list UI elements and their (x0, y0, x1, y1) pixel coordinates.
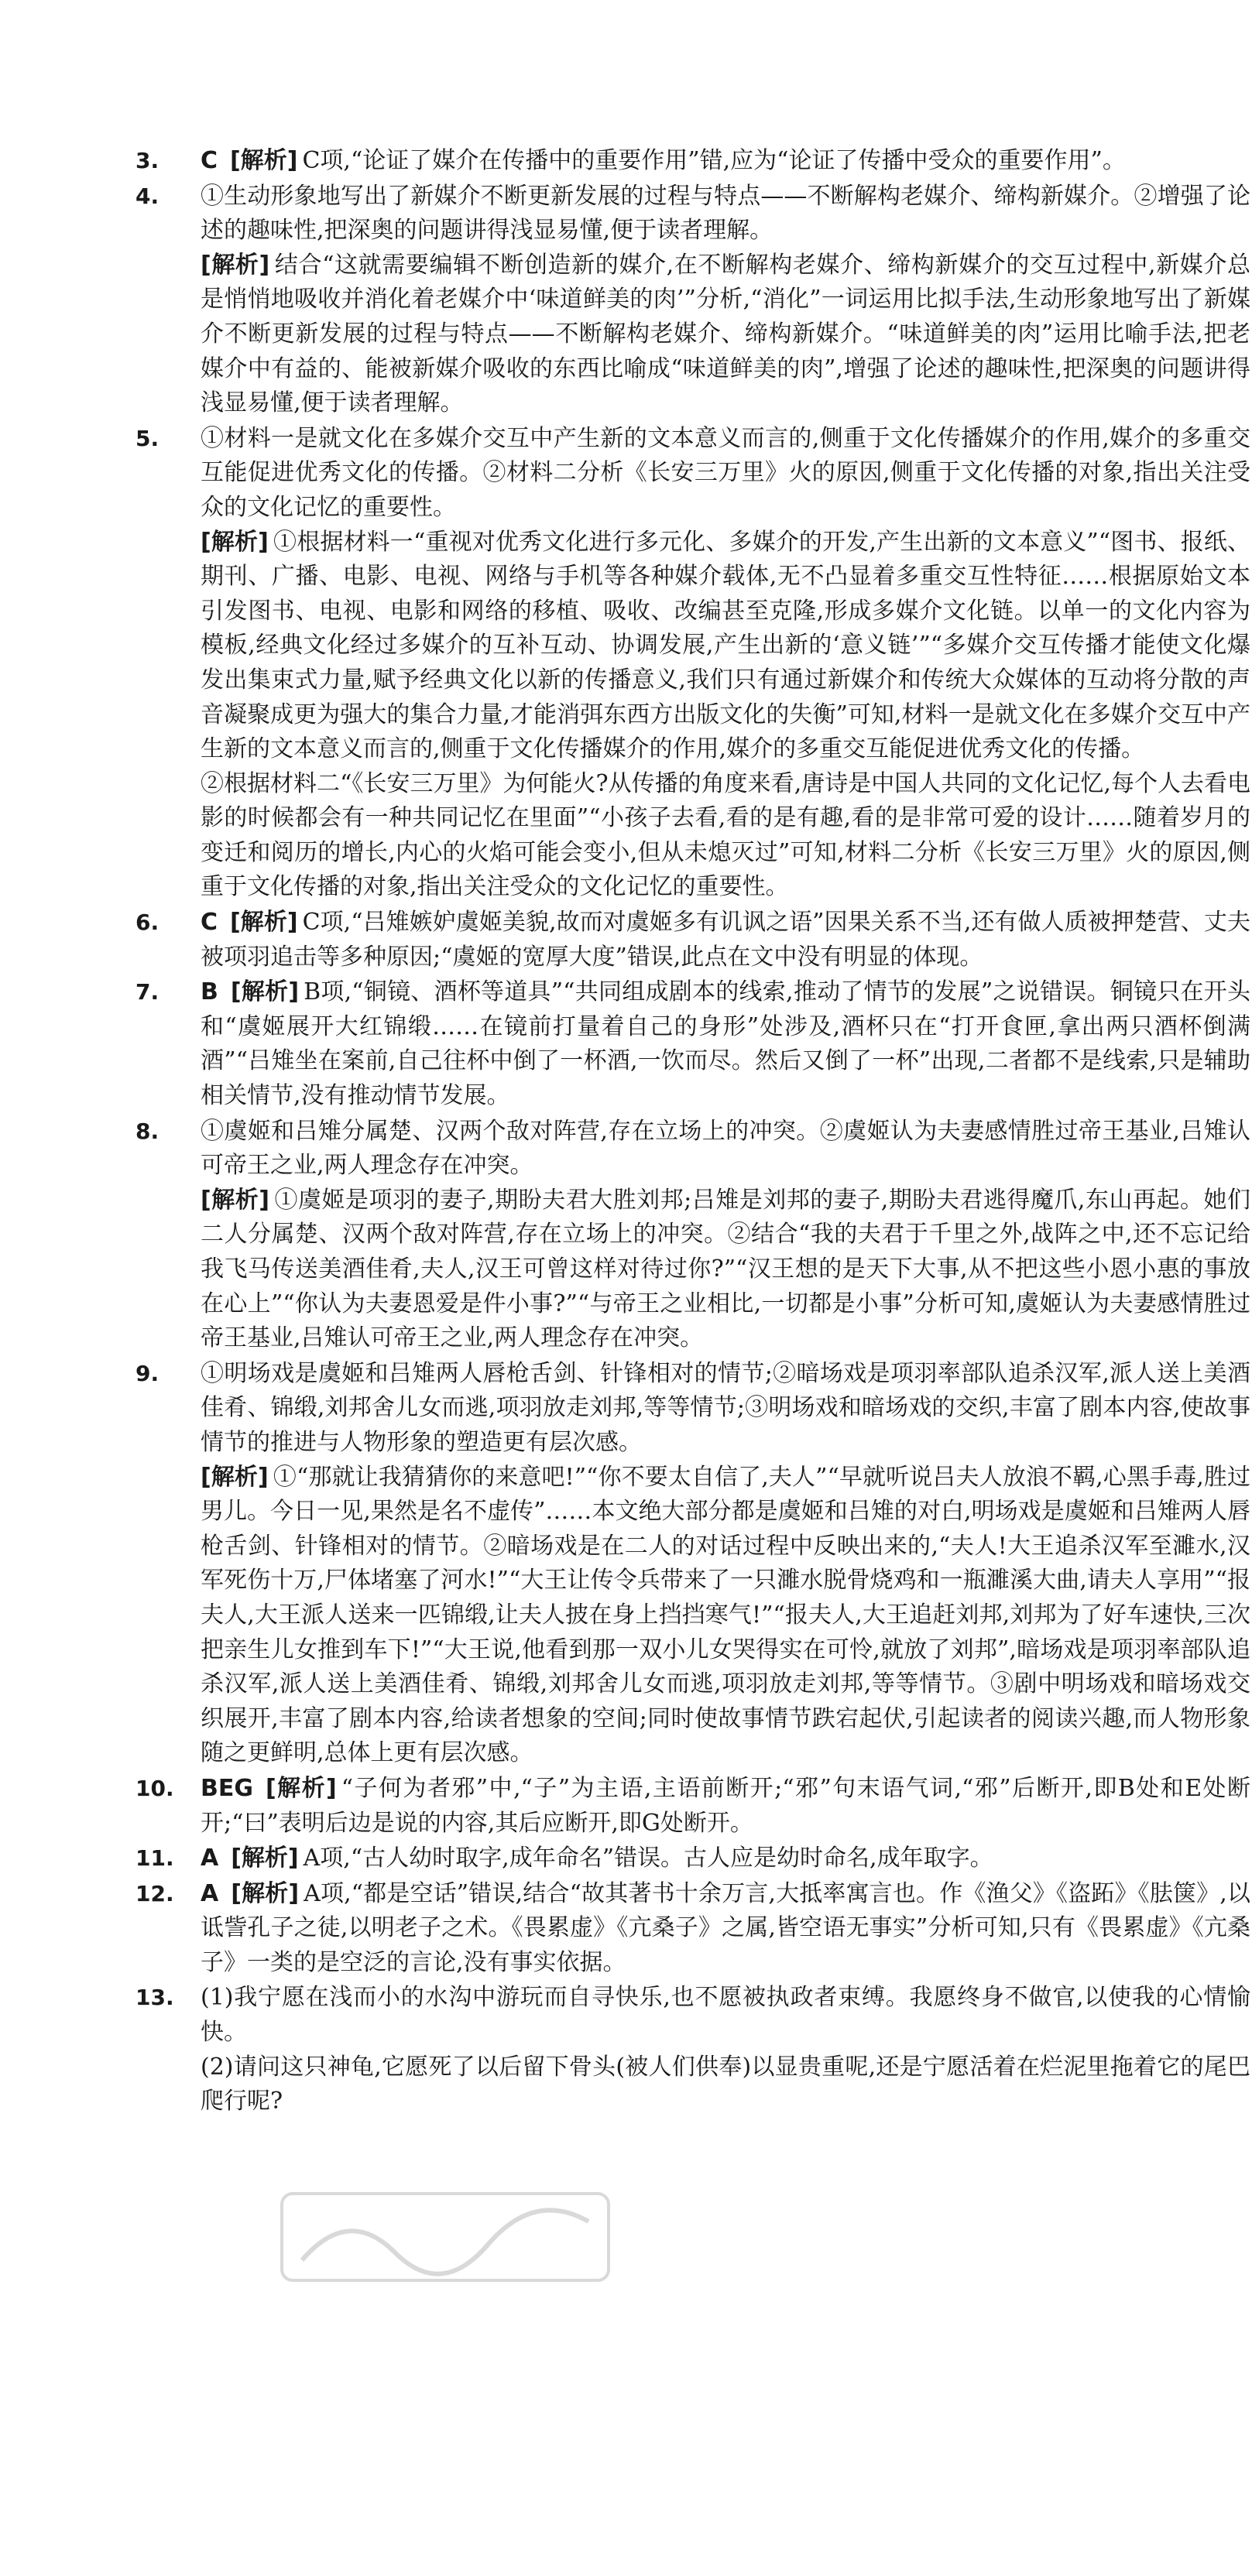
item-main-text (201, 1981, 1250, 2050)
item-main-text (201, 1772, 1250, 1841)
answer-choice: BEG (201, 1774, 253, 1802)
analysis-text: ①“那就让我猜猜你的来意吧!”“你不要太自信了,夫人”“早就听说吕夫人放浪不羁,心黑手毒,胜过男儿。今日一见,果然是名不虚传”……本文绝大部分都是虞姬和吕雉的对白,明场戏是虞姬和吕雉两人唇枪舌剑、针锋相对的情节。②暗场戏是在二人的对话过程中反映出来的,“夫人!大王追杀汉军至濉水,汉军死伤十万,尸体堵塞了河水!”“大王让传令兵带来了一只濉水脱骨烧鸡和一瓶濉溪大曲,请夫人享用”“报夫人,大王派人送来一匹锦缎,让夫人披在身上挡挡寒气!”“报夫人,大王追赶刘邦,刘邦为了好车速快,三次把亲生儿女推到车下!”“大王说,他看到那一双小儿女哭得实在可怜,就放了刘邦”,暗场戏是项羽率部队追杀汉军,派人送上美酒佳肴、锦缎,刘邦舍儿女而逃,项羽放走刘邦,等等情节。③剧中明场戏和暗场戏交织展开,丰富了剧本内容,给读者想象的空间;同时使故事情节跌宕起伏,引起读者的阅读兴趣,而人物形象随之更鲜明,总体上更有层次感。 (201, 1463, 1250, 1767)
item-number: 9. (135, 1360, 160, 1386)
item-main-text (201, 1877, 1250, 1981)
item-main-text (201, 975, 1250, 1113)
answer-choice: C (201, 909, 218, 937)
analysis-paragraph (201, 526, 1250, 767)
item-text: C项,“吕雉嫉妒虞姬美貌,故而对虞姬多有讥讽之语”因果关系不当,还有做人质被押楚营、丈夫被项羽追击等多种原因;“虞姬的宽厚大度”错误,此点在文中没有明显的体现。 (201, 909, 1250, 971)
item-main-text (201, 1357, 1250, 1461)
answer-choice: C (201, 147, 218, 174)
item-text: ①明场戏是虞姬和吕雉两人唇枪舌剑、针锋相对的情节;②暗场戏是项羽率部队追杀汉军,派人送上美酒佳肴、锦缎,刘邦舍儿女而逃,项羽放走刘邦,等等情节;③明场戏和暗场戏的交织,丰富了剧本内容,使故事情节的推进与人物形象的塑造更有层次感。 (201, 1359, 1250, 1456)
answer-item (135, 1841, 1250, 1876)
analysis-text: ①根据材料一“重视对优秀文化进行多元化、多媒介的开发,产生出新的文本意义”“图书、报纸、期刊、广播、电影、电视、网络与手机等各种媒介载体,无不凸显着多重交互性特征……根据原始文本引发图书、电视、电影和网络的移植、吸收、改编甚至克隆,形成多媒介文化链。以单一的文化内容为模板,经典文化经过多媒介的互补互动、协调发展,产生出新的‘意义链’”“多媒介交互传播才能使文化爆发出集束式力量,赋予经典文化以新的传播意义,我们只有通过新媒介和传统大众媒体的互动将分散的声音凝聚成更为强大的集合力量,才能消弭东西方出版文化的失衡”可知,材料一是就文化在多媒介交互中产生新的文本意义而言的,侧重于文化传播媒介的作用,媒介的多重交互能促进优秀文化的传播。 (201, 528, 1251, 763)
analysis-paragraph (201, 767, 1250, 905)
analysis-text: ②根据材料二“《长安三万里》为何能火?从传播的角度来看,唐诗是中国人共同的文化记忆,每个人去看电影的时候都会有一种共同记忆在里面”“小孩子去看,看的是有趣,看的是非常可爱的设计……随着岁月的变迁和阅历的增长,内心的火焰可能会变小,但从未熄灭过”可知,材料二分析《长安三万里》火的原因,侧重于文化传播的对象,指出关注受众的文化记忆的重要性。 (201, 769, 1250, 901)
answer-choice: A (201, 1879, 219, 1907)
item-number: 3. (135, 148, 160, 173)
item-main-text (201, 422, 1250, 526)
answer-list (135, 144, 1250, 2120)
item-text: “子何为者邪”中,“子”为主语,主语前断开;“邪”句末语气词,“邪”后断开,即B处和E处断开;“曰”表明后边是说的内容,其后应断开,即G处断开。 (201, 1774, 1250, 1837)
item-number: 10. (135, 1775, 174, 1801)
item-text: ①材料一是就文化在多媒介交互中产生新的文本意义而言的,侧重于文化传播媒介的作用,媒介的多重交互能促进优秀文化的传播。②材料二分析《长安三万里》火的原因,侧重于文化传播的对象,指出关注受众的文化记忆的重要性。 (201, 424, 1250, 521)
item-number: 7. (135, 979, 160, 1005)
answer-item (135, 1772, 1250, 1841)
analysis-text: 结合“这就需要编辑不断创造新的媒介,在不断解构老媒介、缔构新媒介的交互过程中,新媒介总是悄悄地吸收并消化着老媒介中‘味道鲜美的肉’”分析,“消化”一词运用比拟手法,生动形象地写出了新媒介不断更新发展的过程与特点——不断解构老媒介、缔构新媒介。“味道鲜美的肉”运用比喻手法,把老媒介中有益的、能被新媒介吸收的东西比喻成“味道鲜美的肉”,增强了论述的趣味性,把深奥的问题讲得浅显易懂,便于读者理解。 (201, 251, 1250, 417)
analysis-tag: [解析] (201, 528, 269, 556)
item-main-text (201, 1115, 1250, 1184)
answer-item (135, 1115, 1250, 1356)
answer-item (135, 1357, 1250, 1771)
analysis-tag: [解析] (230, 978, 300, 1006)
item-number: 11. (135, 1845, 174, 1872)
analysis-text: ①虞姬是项羽的妻子,期盼夫君大胜刘邦;吕雉是刘邦的妻子,期盼夫君逃得魔爪,东山再起。她们二人分属楚、汉两个敌对阵营,存在立场上的冲突。②结合“我的夫君于千里之外,战阵之中,还不忘记给我飞马传送美酒佳肴,夫人,汉王可曾这样对待过你?”“汉王想的是天下大事,从不把这些小恩小惠的事放在心上”“你认为夫妻恩爱是件小事?”“与帝王之业相比,一切都是小事”分析可知,虞姬认为夫妻感情胜过帝王基业,吕雉认可帝王之业,两人理念存在冲突。 (201, 1186, 1251, 1352)
analysis-paragraph (201, 1184, 1250, 1356)
watermark-stamp (279, 2191, 612, 2283)
answer-choice: B (201, 978, 218, 1006)
item-number: 13. (135, 1985, 174, 2011)
item-text: C项,“论证了媒介在传播中的重要作用”错,应为“论证了传播中受众的重要作用”。 (302, 147, 1126, 174)
answer-item (135, 144, 1250, 179)
analysis-tag: [解析] (201, 251, 270, 279)
item-number: 12. (135, 1880, 174, 1906)
answer-choice: A (201, 1845, 219, 1872)
item-number: 6. (135, 909, 160, 936)
item-main-text (201, 144, 1250, 179)
analysis-tag: [解析] (231, 1845, 299, 1872)
analysis-paragraph (201, 1461, 1250, 1771)
item-text: A项,“都是空话”错误,结合“故其著书十余万言,大抵率寓言也。作《渔父》《盗跖》《胠箧》,以诋訾孔子之徒,以明老子之术。《畏累虚》《亢桑子》之属,皆空语无事实”分析可知,只有《畏累虚》《亢桑子》一类的是空泛的言论,没有事实依据。 (201, 1879, 1250, 1976)
answer-item (135, 180, 1250, 421)
analysis-tag: [解析] (230, 147, 298, 174)
analysis-tag: [解析] (201, 1463, 269, 1491)
answer-item (135, 1877, 1250, 1981)
answer-item (135, 422, 1250, 905)
item-number: 4. (135, 183, 160, 209)
item-number: 5. (135, 425, 160, 451)
item-main-text (201, 906, 1250, 975)
item-main-text (201, 1841, 1250, 1876)
analysis-tag: [解析] (201, 1186, 269, 1214)
answer-item (135, 906, 1250, 975)
analysis-tag: [解析] (265, 1774, 337, 1802)
item-number: 8. (135, 1118, 160, 1144)
analysis-tag: [解析] (231, 1879, 300, 1907)
analysis-paragraph (201, 248, 1250, 421)
analysis-paragraph (201, 2050, 1250, 2119)
item-text: ①虞姬和吕雉分属楚、汉两个敌对阵营,存在立场上的冲突。②虞姬认为夫妻感情胜过帝王基业,吕雉认可帝王之业,两人理念存在冲突。 (201, 1117, 1250, 1180)
analysis-tag: [解析] (230, 909, 298, 937)
item-text: A项,“古人幼时取字,成年命名”错误。古人应是幼时命名,成年取字。 (303, 1845, 993, 1872)
item-main-text (201, 180, 1250, 248)
item-text: (1)我宁愿在浅而小的水沟中游玩而自寻快乐,也不愿被执政者束缚。我愿终身不做官,以使我的心情愉快。 (201, 1984, 1250, 2047)
answer-item (135, 1981, 1250, 2119)
answer-item (135, 975, 1250, 1113)
analysis-text: (2)请问这只神龟,它愿死了以后留下骨头(被人们供奉)以显贵重呢,还是宁愿活着在烂泥里拖着它的尾巴爬行呢? (201, 2053, 1250, 2115)
item-text: B项,“铜镜、酒杯等道具”“共同组成剧本的线索,推动了情节的发展”之说错误。铜镜只在开头和“虞姬展开大红锦缎……在镜前打量着自己的身形”处涉及,酒杯只在“打开食匣,拿出两只酒杯倒满酒”“吕雉坐在案前,自己往杯中倒了一杯酒,一饮而尽。然后又倒了一杯”出现,二者都不是线索,只是辅助相关情节,没有推动情节发展。 (201, 978, 1251, 1110)
item-text: ①生动形象地写出了新媒介不断更新发展的过程与特点——不断解构老媒介、缔构新媒介。②增强了论述的趣味性,把深奥的问题讲得浅显易懂,便于读者理解。 (201, 182, 1250, 245)
